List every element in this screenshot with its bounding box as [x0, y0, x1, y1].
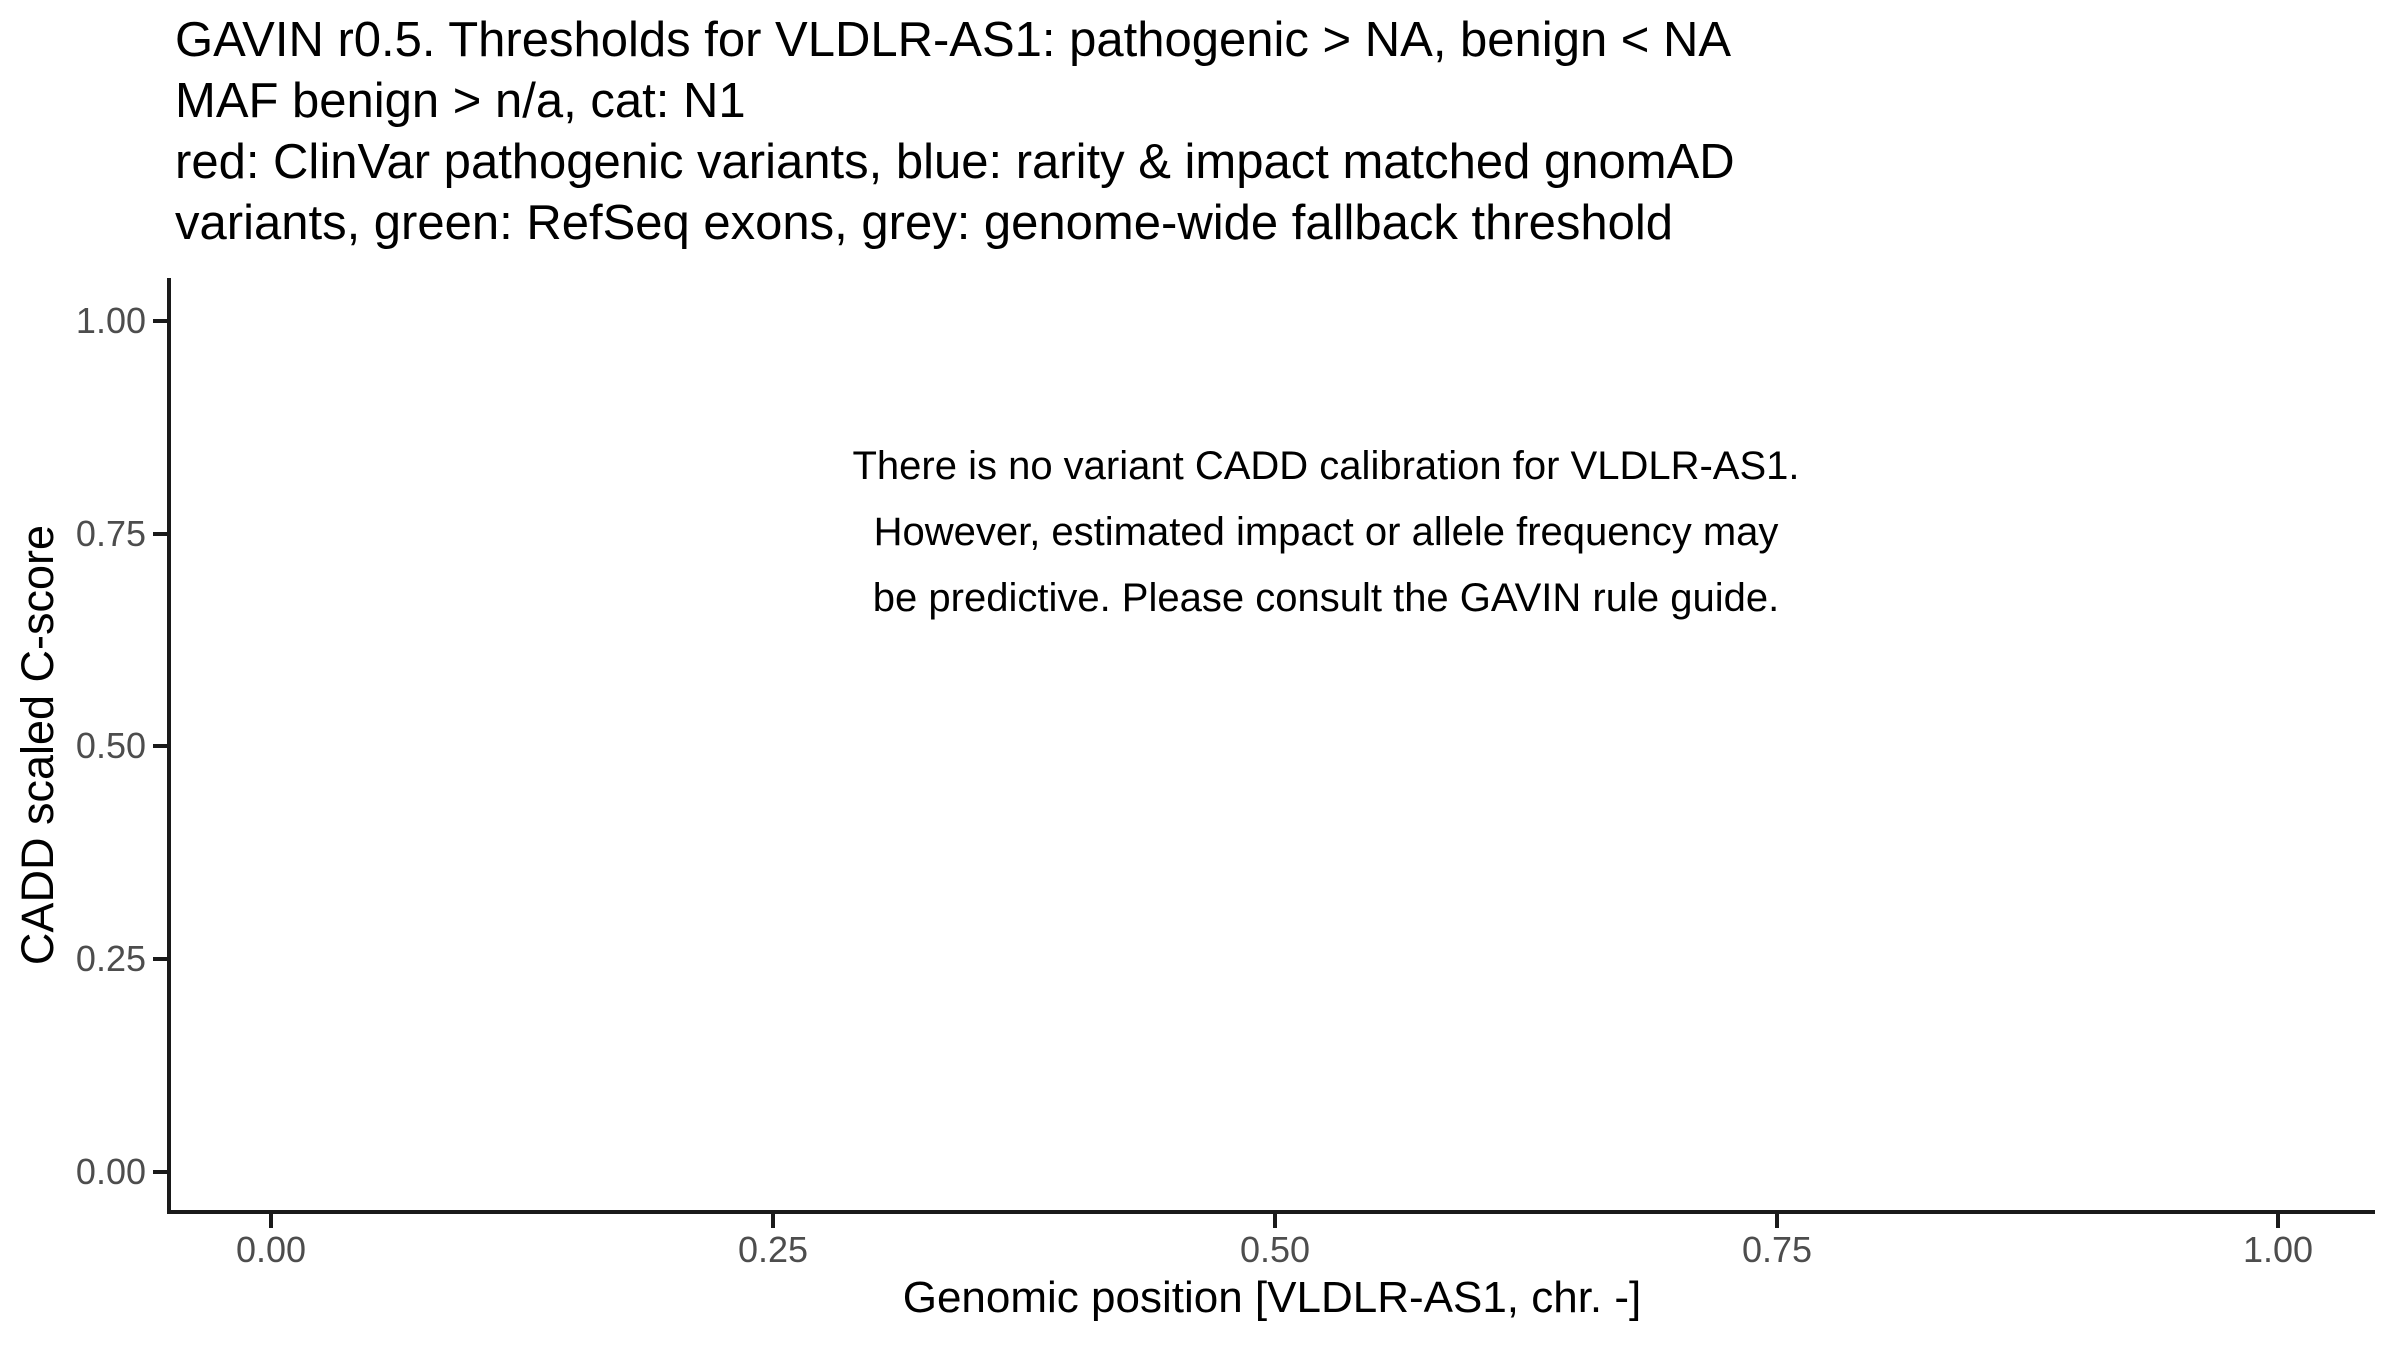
- x-tick-label: 1.00: [2242, 1229, 2314, 1270]
- y-tick-label: 0.50: [75, 725, 146, 766]
- x-tick-mark: [771, 1214, 775, 1228]
- no-calibration-annotation: [526, 433, 2126, 631]
- x-tick-mark: [1273, 1214, 1277, 1228]
- x-tick-mark: [1775, 1214, 1779, 1228]
- x-tick-mark: [2276, 1214, 2280, 1228]
- y-tick-label: 1.00: [75, 300, 146, 341]
- x-tick-label: 0.50: [1239, 1229, 1311, 1270]
- annotation-line-2: However, estimated impact or allele frequency may: [873, 510, 1779, 554]
- y-tick-mark: [153, 957, 167, 961]
- y-tick-mark: [153, 319, 167, 323]
- annotation-line-1: There is no variant CADD calibration for VLDLR-AS1.: [852, 444, 1800, 488]
- plot-title-line-2: MAF benign > n/a, cat: N1: [175, 74, 746, 128]
- x-tick-label: 0.25: [737, 1229, 809, 1270]
- y-axis-title: CADD scaled C-score: [12, 524, 63, 966]
- annotation-line-3: be predictive. Please consult the GAVIN rule guide.: [872, 576, 1780, 620]
- plot-title-line-4: variants, green: RefSeq exons, grey: genome-wide fallback threshold: [175, 196, 1674, 250]
- y-tick-mark: [153, 532, 167, 536]
- plot-title-line-3: red: ClinVar pathogenic variants, blue: rarity & impact matched gnomAD: [175, 135, 1735, 189]
- x-tick-label: 0.75: [1741, 1229, 1813, 1270]
- plot-title: [175, 10, 1735, 254]
- y-tick-mark: [153, 1170, 167, 1174]
- x-axis-title: Genomic position [VLDLR-AS1, chr. -]: [902, 1273, 1642, 1322]
- plot-panel: [167, 278, 2375, 1214]
- x-tick-mark: [269, 1214, 273, 1228]
- y-tick-label: 0.25: [75, 938, 146, 979]
- plot-title-line-1: GAVIN r0.5. Thresholds for VLDLR-AS1: pathogenic > NA, benign < NA: [175, 13, 1732, 67]
- y-tick-mark: [153, 744, 167, 748]
- y-tick-label: 0.00: [75, 1151, 146, 1192]
- y-tick-label: 0.75: [75, 513, 146, 554]
- x-tick-label: 0.00: [235, 1229, 307, 1270]
